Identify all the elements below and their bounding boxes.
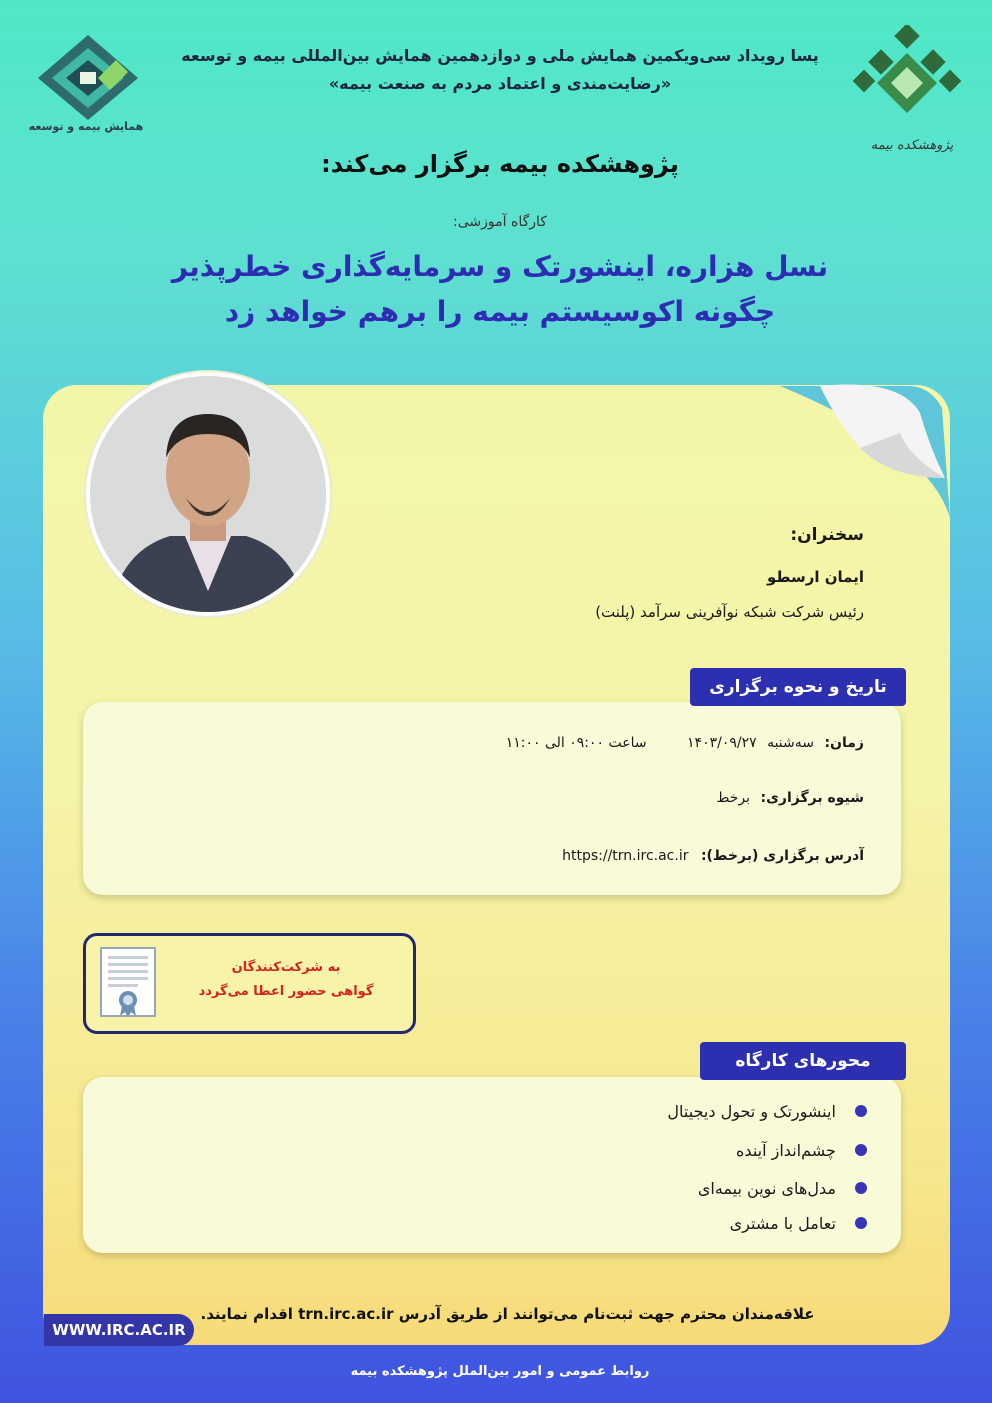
certificate-box bbox=[83, 933, 416, 1034]
certificate-line1: به شرکت‌کنندگان bbox=[231, 960, 341, 975]
workshop-title-line1: نسل هزاره، اینشورتک و سرمایه‌گذاری خطرپذیر bbox=[171, 250, 829, 283]
certificate-icon bbox=[98, 946, 158, 1016]
schedule-tag: تاریخ و نحوه برگزاری bbox=[690, 668, 906, 706]
topic-item: اینشورتک و تحول دیجیتال bbox=[367, 1102, 867, 1121]
time-day: سه‌شنبه bbox=[767, 735, 814, 751]
certificate-line2: گواهی حضور اعطا می‌گردد bbox=[198, 984, 374, 999]
topic-item: مدل‌های نوین بیمه‌ای bbox=[367, 1179, 867, 1198]
website-badge bbox=[44, 1314, 194, 1346]
bullet-icon bbox=[855, 1144, 867, 1156]
speaker-role: رئیس شرکت شبکه نوآفرینی سرآمد (پلنت) bbox=[595, 603, 864, 621]
organizer-announcement: پژوهشکده بیمه برگزار می‌کند: bbox=[321, 150, 679, 178]
topics-tag: محورهای کارگاه bbox=[700, 1042, 906, 1080]
footer-credit: روابط عمومی و امور بین‌الملل پژوهشکده بیمه bbox=[350, 1364, 650, 1379]
website-url[interactable]: WWW.IRC.AC.IR bbox=[52, 1321, 186, 1339]
event-headline: پسا رویداد سی‌ویکمین همایش ملی و دوازدهمین همایش بین‌المللی بیمه و توسعه bbox=[181, 46, 819, 65]
bullet-icon bbox=[855, 1217, 867, 1229]
speaker-name: ایمان ارسطو bbox=[766, 568, 864, 586]
time-hours: ساعت ۰۹:۰۰ الی ۱۱:۰۰ bbox=[505, 735, 647, 751]
workshop-title-line2: چگونه اکوسیستم بیمه را برهم خواهد زد bbox=[224, 295, 776, 328]
event-slogan: «رضایت‌مندی و اعتماد مردم به صنعت بیمه» bbox=[328, 74, 672, 93]
mode-value: برخط bbox=[716, 790, 751, 806]
time-date: ۱۴۰۳/۰۹/۲۷ bbox=[687, 735, 757, 751]
workshop-label: کارگاه آموزشی: bbox=[453, 214, 547, 230]
mode-row bbox=[264, 790, 864, 806]
bullet-icon bbox=[855, 1105, 867, 1117]
insurance-research-logo-caption: پژوهشکده بیمه bbox=[870, 138, 954, 153]
speaker-photo bbox=[86, 372, 330, 616]
page-curl-decoration bbox=[780, 378, 950, 518]
mode-label: شیوه برگزاری: bbox=[760, 790, 864, 806]
bullet-icon bbox=[855, 1182, 867, 1194]
address-label: آدرس برگزاری (برخط): bbox=[700, 848, 864, 864]
registration-note: علاقه‌مندان محترم جهت ثبت‌نام می‌توانند از طریق آدرس trn.irc.ac.ir اقدام نمایند. bbox=[200, 1305, 815, 1323]
address-link[interactable]: https://trn.irc.ac.ir bbox=[562, 848, 689, 864]
time-row bbox=[264, 735, 864, 751]
address-row bbox=[264, 848, 864, 864]
topic-item: تعامل با مشتری bbox=[367, 1214, 867, 1233]
speaker-label: سخنران: bbox=[790, 525, 864, 545]
conference-logo-caption: همایش بیمه و توسعه bbox=[28, 120, 144, 133]
time-label: زمان: bbox=[824, 735, 864, 751]
topic-item: چشم‌انداز آینده bbox=[367, 1141, 867, 1160]
